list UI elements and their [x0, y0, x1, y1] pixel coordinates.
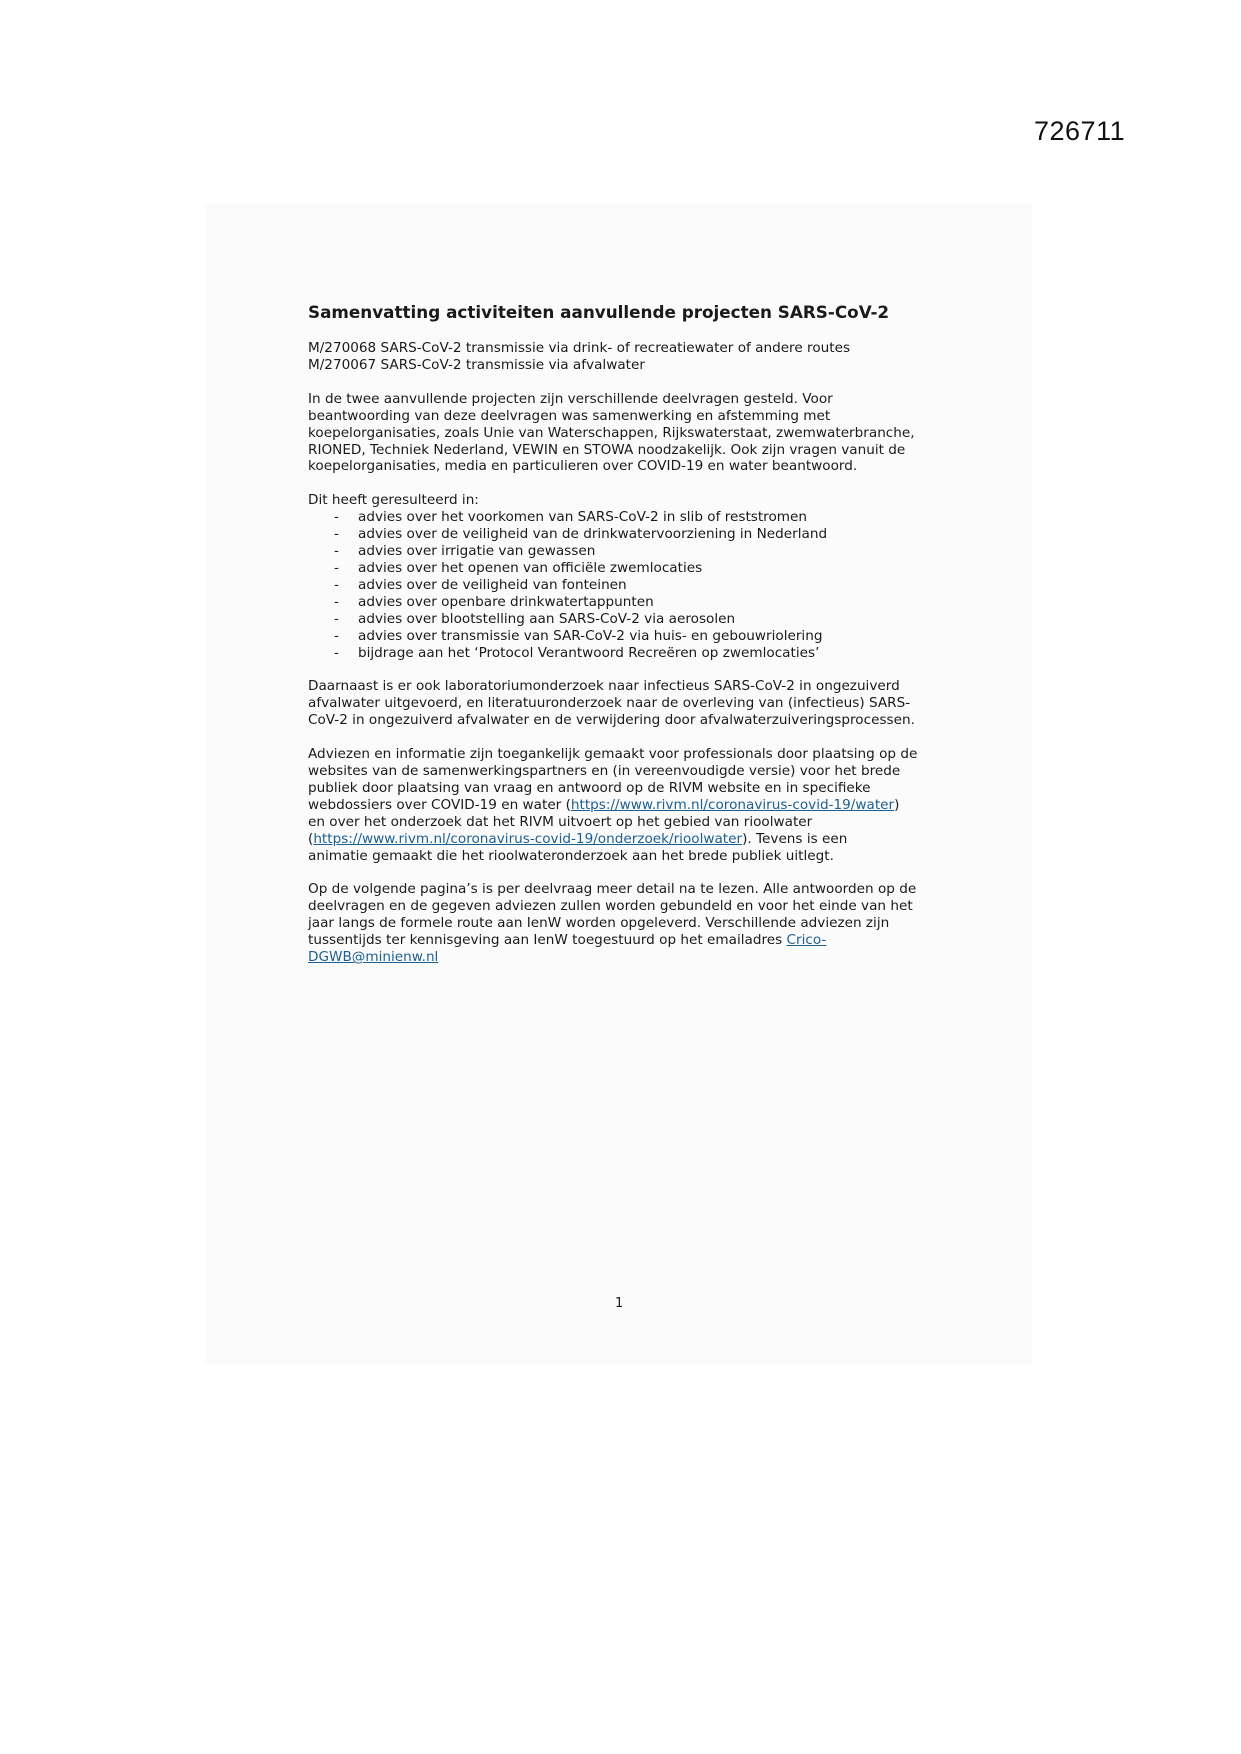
- text-segment: webdossiers over COVID-19 en water (: [308, 796, 571, 813]
- email-link[interactable]: Crico-: [786, 932, 827, 949]
- rivm-water-link[interactable]: https://www.rivm.nl/coronavirus-covid-19/water: [570, 796, 895, 813]
- paragraph-line: koepelorganisaties, media en particulieren over COVID-19 en water beantwoord.: [308, 458, 858, 475]
- list-item: [308, 611, 948, 628]
- paragraph-line: Adviezen en informatie zijn toegankelijk gemaakt voor professionals door plaatsing op de: [308, 746, 918, 763]
- results-heading: Dit heeft geresulteerd in:: [308, 492, 479, 509]
- list-item: [308, 645, 948, 662]
- list-item-text: advies over openbare drinkwatertappunten: [358, 593, 654, 610]
- text-segment: ). Tevens is een: [742, 830, 848, 847]
- paragraph-line: afvalwater uitgevoerd, en literatuuronderzoek naar de overleving van (infectieus) SARS-: [308, 695, 911, 712]
- paragraph-line: CoV-2 in ongezuiverd afvalwater en de verwijdering door afvalwaterzuiveringsprocessen.: [308, 712, 915, 729]
- advice-paragraph: [308, 746, 948, 864]
- list-item-text: advies over het openen van officiële zwemlocaties: [358, 559, 703, 576]
- list-item: [308, 594, 948, 611]
- paragraph-line: RIONED, Techniek Nederland, VEWIN en STOWA noodzakelijk. Ook zijn vragen vanuit de: [308, 441, 906, 458]
- list-item: [308, 560, 948, 577]
- text-segment: (: [308, 830, 314, 847]
- dash-bullet: -: [334, 543, 339, 560]
- project-list: [308, 340, 948, 374]
- paragraph-line: beantwoording van deze deelvragen was samenwerking en afstemming met: [308, 407, 831, 424]
- list-item-text: advies over irrigatie van gewassen: [358, 543, 596, 560]
- paragraph-line: websites van de samenwerkingspartners en (in vereenvoudigde versie) voor het brede: [308, 763, 901, 780]
- dash-bullet: -: [334, 526, 339, 543]
- list-item-text: advies over transmissie van SAR-CoV-2 via huis- en gebouwriolering: [358, 627, 823, 644]
- list-item: [308, 628, 948, 645]
- dash-bullet: -: [334, 559, 339, 576]
- list-item-text: advies over blootstelling aan SARS-CoV-2 via aerosolen: [358, 610, 736, 627]
- text-segment: ): [894, 796, 900, 813]
- project-line: M/270068 SARS-CoV-2 transmissie via drink- of recreatiewater of andere routes: [308, 340, 851, 356]
- dash-bullet: -: [334, 593, 339, 610]
- intro-paragraph: [308, 391, 948, 476]
- rivm-rioolwater-link[interactable]: https://www.rivm.nl/coronavirus-covid-19/onderzoek/rioolwater: [313, 830, 743, 847]
- list-item: [308, 577, 948, 594]
- results-list: [308, 509, 948, 661]
- list-item: [308, 509, 948, 526]
- email-link-continued[interactable]: DGWB@minienw.nl: [308, 949, 439, 966]
- list-item: [308, 543, 948, 560]
- dash-bullet: -: [334, 610, 339, 627]
- document-title: Samenvatting activiteiten aanvullende projecten SARS-CoV-2: [308, 302, 890, 322]
- text-segment: tussentijds ter kennisgeving aan IenW toegestuurd op het emailadres: [308, 932, 787, 949]
- paragraph-line: jaar langs de formele route aan IenW worden opgeleverd. Verschillende adviezen zijn: [308, 915, 890, 932]
- paragraph-line: en over het onderzoek dat het RIVM uitvoert op het gebied van rioolwater: [308, 813, 813, 830]
- document-id: 726711: [1034, 116, 1126, 146]
- paragraph-line: Op de volgende pagina’s is per deelvraag meer detail na te lezen. Alle antwoorden op de: [308, 881, 917, 898]
- document-body: [308, 302, 948, 983]
- paragraph-line: Daarnaast is er ook laboratoriumonderzoek naar infectieus SARS-CoV-2 in ongezuiverd: [308, 678, 900, 695]
- dash-bullet: -: [334, 509, 339, 526]
- paragraph-line: animatie gemaakt die het rioolwateronderzoek aan het brede publiek uitlegt.: [308, 847, 834, 864]
- page-number: 1: [615, 1296, 624, 1311]
- closing-paragraph: [308, 881, 948, 966]
- list-item-text: advies over de veiligheid van fonteinen: [358, 576, 627, 593]
- paragraph-line: In de twee aanvullende projecten zijn verschillende deelvragen gesteld. Voor: [308, 390, 833, 407]
- paragraph-line: [308, 932, 948, 949]
- results-section: [308, 492, 948, 661]
- list-item-text: bijdrage aan het ‘Protocol Verantwoord Recreëren op zwemlocaties’: [358, 644, 820, 661]
- paragraph-line: deelvragen en de gegeven adviezen zullen worden gebundeld en voor het einde van het: [308, 898, 913, 915]
- dash-bullet: -: [334, 644, 339, 661]
- paragraph-line: [308, 797, 948, 814]
- list-item-text: advies over het voorkomen van SARS-CoV-2 in slib of reststromen: [358, 509, 808, 526]
- paragraph-line: koepelorganisaties, zoals Unie van Waterschappen, Rijkswaterstaat, zwemwaterbranche,: [308, 424, 915, 441]
- paragraph-line: publiek door plaatsing van vraag en antwoord op de RIVM website en in specifieke: [308, 779, 871, 796]
- paragraph-line: [308, 831, 948, 848]
- list-item-text: advies over de veiligheid van de drinkwatervoorziening in Nederland: [358, 526, 828, 543]
- project-line: M/270067 SARS-CoV-2 transmissie via afvalwater: [308, 356, 645, 373]
- paragraph-line: [308, 949, 948, 966]
- lab-research-paragraph: [308, 678, 948, 729]
- list-item: [308, 526, 948, 543]
- dash-bullet: -: [334, 576, 339, 593]
- dash-bullet: -: [334, 627, 339, 644]
